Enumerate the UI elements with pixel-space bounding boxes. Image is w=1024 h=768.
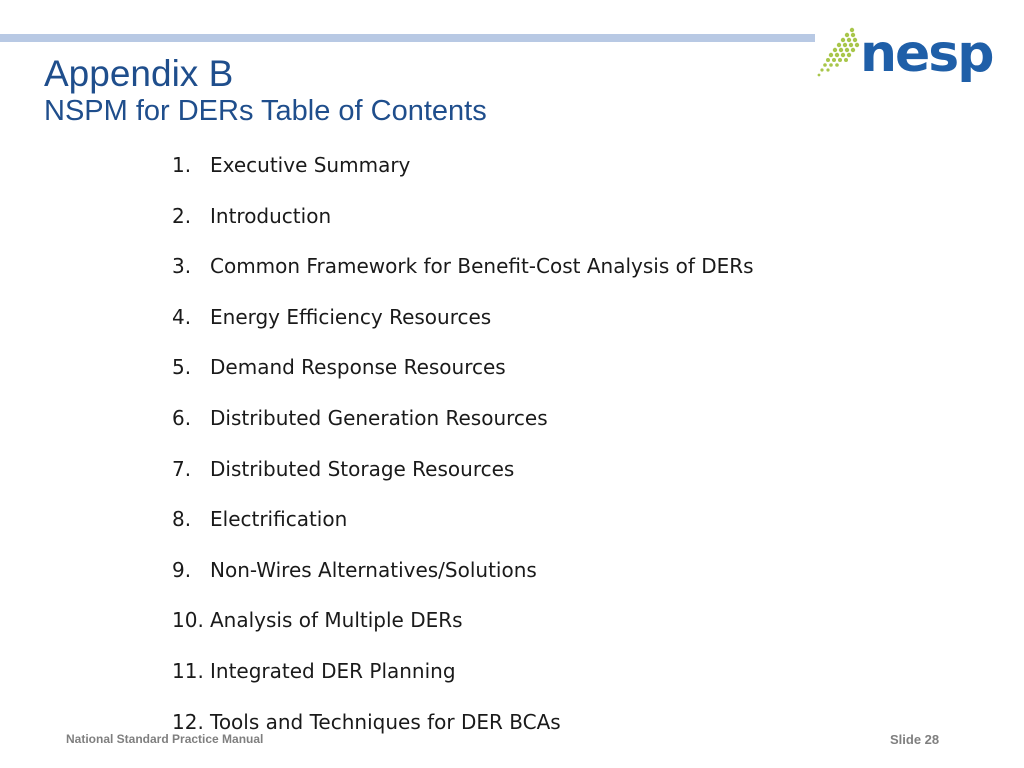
toc-item-label: Distributed Generation Resources: [210, 405, 548, 430]
toc-item: [172, 654, 754, 705]
toc-item-number: 5.: [172, 355, 192, 380]
footer-manual-name: National Standard Practice Manual: [66, 732, 264, 746]
leaf-dots-icon: [818, 28, 860, 77]
toc-item-label: Demand Response Resources: [210, 355, 506, 380]
toc-item-number: 9.: [172, 557, 192, 582]
toc-item-label: Introduction: [210, 203, 332, 228]
toc-item: [172, 148, 754, 199]
toc-item: [172, 603, 754, 654]
toc-item: [172, 199, 754, 250]
toc-item-label: Non-Wires Alternatives/Solutions: [210, 557, 537, 582]
toc-item: [172, 705, 754, 756]
toc-item-number: 12.: [172, 709, 204, 734]
toc-item: [172, 350, 754, 401]
toc-item-label: Executive Summary: [210, 153, 411, 177]
toc-item-number: 2.: [172, 203, 192, 228]
toc-item-number: 3.: [172, 254, 192, 279]
toc-item-number: 4.: [172, 304, 192, 329]
toc-item: [172, 300, 754, 351]
toc-item: [172, 553, 754, 604]
toc-item-label: Energy Efficiency Resources: [210, 304, 492, 329]
toc-item-number: 7.: [172, 456, 192, 481]
logo-wordmark: nesp: [860, 24, 993, 84]
toc-item-label: Common Framework for Benefit-Cost Analysis of DERs: [210, 254, 754, 279]
toc-item-number: 11.: [172, 658, 204, 683]
table-of-contents: [172, 148, 754, 755]
toc-item-number: 1.: [172, 153, 192, 177]
page-title: Appendix B: [44, 53, 234, 94]
toc-item: [172, 502, 754, 553]
toc-item-number: 8.: [172, 507, 192, 532]
toc-item-label: Integrated DER Planning: [210, 658, 456, 683]
slide-number: Slide 28: [890, 732, 940, 747]
page-subtitle: NSPM for DERs Table of Contents: [44, 95, 487, 127]
toc-item-number: 10.: [172, 608, 204, 633]
toc-item: [172, 452, 754, 503]
toc-item-label: Electrification: [210, 507, 348, 532]
toc-item-label: Analysis of Multiple DERs: [210, 608, 463, 633]
toc-item-number: 6.: [172, 405, 192, 430]
toc-item: [172, 401, 754, 452]
header-accent-bar: [0, 34, 815, 42]
toc-item-label: Tools and Techniques for DER BCAs: [210, 709, 561, 734]
toc-item-label: Distributed Storage Resources: [210, 456, 515, 481]
nesp-logo: [812, 22, 997, 84]
toc-item: [172, 249, 754, 300]
